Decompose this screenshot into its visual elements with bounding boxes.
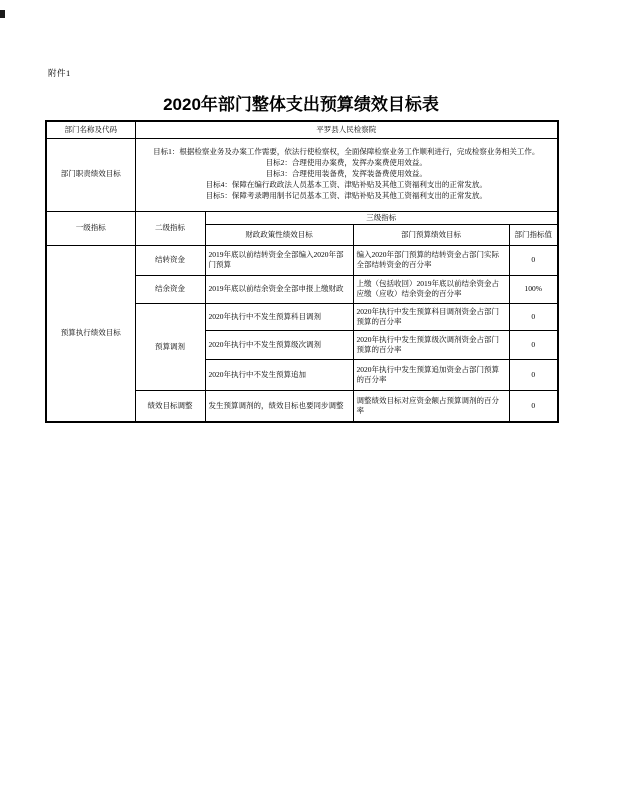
- indicator-value-cell: 0: [509, 359, 558, 390]
- budget-goal-cell: 编入2020年部门预算的结转资金占部门实际全部结转资金的百分率: [353, 245, 509, 275]
- fiscal-goal-cell: 2020年执行中不发生预算追加: [205, 359, 353, 390]
- table-header-row: [46, 211, 558, 224]
- header-level3-cell: 三级指标: [205, 211, 558, 224]
- fiscal-goal-cell: 2019年底以前结余资金全部申报上缴财政: [205, 275, 353, 303]
- page-title: 2020年部门整体支出预算绩效目标表: [163, 95, 439, 114]
- duty-label-cell: 部门职责绩效目标: [46, 138, 135, 211]
- level2-cell: 结余资金: [135, 275, 205, 303]
- indicator-value-cell: 0: [509, 303, 558, 330]
- budget-performance-table: [45, 120, 559, 423]
- goal-line: 目标5：保障考录聘用制书记员基本工资、津贴补贴及其他工资福利支出的正常发放。: [205, 191, 487, 201]
- attachment-label: 附件1: [48, 68, 71, 78]
- budget-goal-cell: 2020年执行中发生预算科目调剂资金占部门预算的百分率: [353, 303, 509, 330]
- budget-goal-cell: 2020年执行中发生预算级次调剂资金占部门预算的百分率: [353, 330, 509, 359]
- goal-line: 目标1：根据检察业务及办案工作需要，依法行使检察权，全面保障检察业务工作顺利进行，完成检察业务相关工作。: [153, 146, 540, 156]
- indicator-value-cell: 0: [509, 390, 558, 422]
- level2-cell: 预算调剂: [135, 303, 205, 390]
- goal-line: 目标4：保障在编行政政法人员基本工资、津贴补贴及其他工资福利支出的正常发放。: [205, 180, 487, 190]
- indicator-value-cell: 0: [509, 330, 558, 359]
- indicator-value-cell: 0: [509, 245, 558, 275]
- header-dept-value-cell: 部门指标值: [509, 224, 558, 245]
- fiscal-goal-cell: 2020年执行中不发生预算级次调剂: [205, 330, 353, 359]
- level2-cell: 结转资金: [135, 245, 205, 275]
- header-dept-budget-cell: 部门预算绩效目标: [353, 224, 509, 245]
- budget-goal-cell: 2020年执行中发生预算追加资金占部门预算的百分率: [353, 359, 509, 390]
- fiscal-goal-cell: 发生预算调剂的，绩效目标也要同步调整: [205, 390, 353, 422]
- header-fiscal-policy-cell: 财政政策性绩效目标: [205, 224, 353, 245]
- level2-cell: 绩效目标调整: [135, 390, 205, 422]
- level1-group-cell: 预算执行绩效目标: [46, 245, 135, 422]
- budget-goal-cell: 调整绩效目标对应资金额占预算调剂的百分率: [353, 390, 509, 422]
- goal-line: 目标3：合理使用装备费，发挥装备费使用效益。: [265, 168, 427, 178]
- table-row: [46, 245, 558, 275]
- header-level2-cell: 二级指标: [135, 211, 205, 245]
- duty-goals-cell: [135, 138, 558, 211]
- budget-goal-cell: 上缴（包括收回）2019年底以前结余资金占应缴（应收）结余资金的百分率: [353, 275, 509, 303]
- fiscal-goal-cell: 2019年底以前结转资金全部编入2020年部门预算: [205, 245, 353, 275]
- table-row: [46, 138, 558, 211]
- scan-artifact: [0, 10, 5, 18]
- goal-line: 目标2：合理使用办案费，发挥办案费使用效益。: [265, 157, 427, 167]
- dept-name-label-cell: 部门名称及代码: [46, 121, 135, 138]
- dept-name-value-cell: 平罗县人民检察院: [135, 121, 558, 138]
- indicator-value-cell: 100%: [509, 275, 558, 303]
- header-level1-cell: 一级指标: [46, 211, 135, 245]
- table-row: [46, 121, 558, 138]
- fiscal-goal-cell: 2020年执行中不发生预算科目调剂: [205, 303, 353, 330]
